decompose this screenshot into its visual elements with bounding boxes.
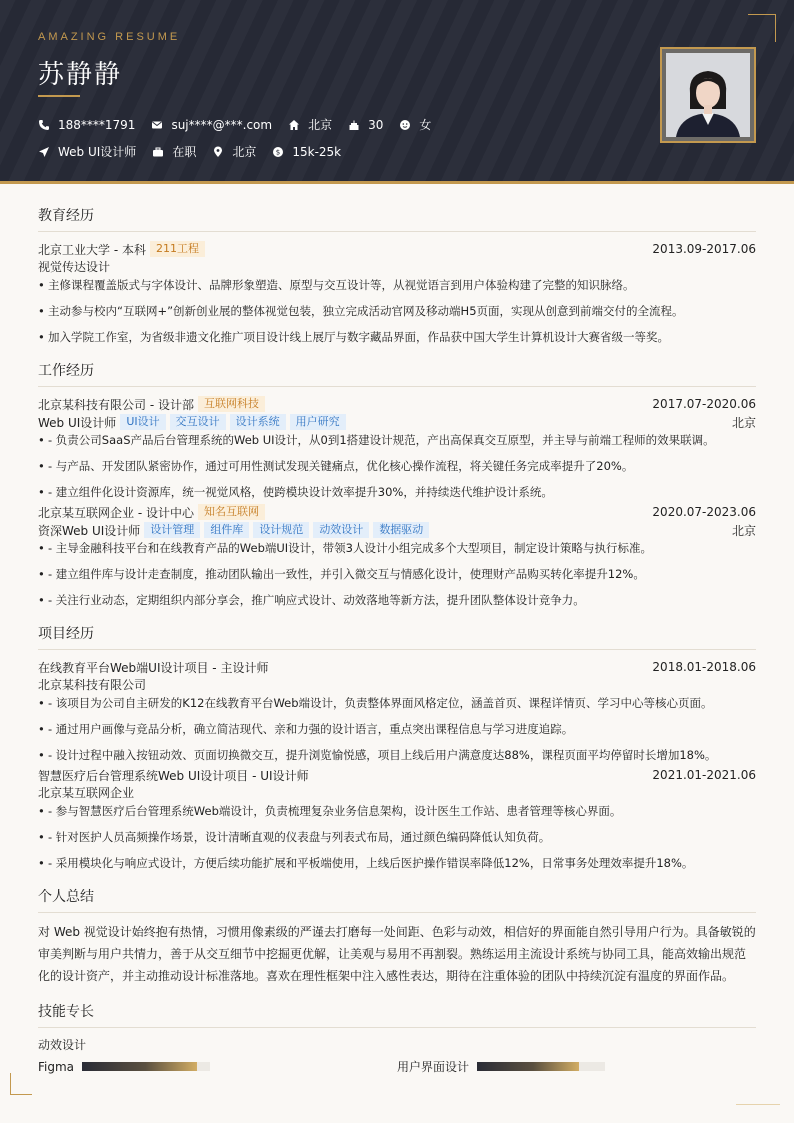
school-tag: 211工程 — [150, 241, 205, 257]
project-name: 智慧医疗后台管理系统Web UI设计项目 - UI设计师 — [38, 768, 309, 783]
list-item: • 加入学院工作室，为省级非遗文化推广项目设计线上展厅与数字藏品界面，作品获中国大学生计算机设计大赛省级一等奖。 — [38, 328, 756, 346]
job-role: Web UI设计师 — [38, 415, 117, 430]
location-item — [212, 143, 256, 160]
list-item: • - 与产品、开发团队紧密协作，通过可用性测试发现关键痛点，优化核心操作流程，将关键任务完成率提升了20%。 — [38, 457, 756, 475]
company-name: 北京某互联网企业 - 设计中心 — [38, 505, 194, 520]
phone-icon — [38, 119, 50, 131]
job-city: 北京 — [731, 415, 756, 430]
job-entry — [38, 395, 756, 501]
summary-section — [38, 886, 756, 987]
skill-item — [38, 1060, 397, 1074]
skill-tag: 设计规范 — [253, 522, 309, 538]
job-bullets — [38, 431, 756, 501]
skill-bar-fill — [477, 1062, 579, 1071]
company-name: 北京某科技有限公司 - 设计部 — [38, 397, 194, 412]
skill-category: 动效设计 — [38, 1038, 87, 1052]
skill-label: Figma — [38, 1059, 75, 1074]
education-section — [38, 205, 756, 346]
school-name: 北京工业大学 - 本科 — [38, 242, 146, 257]
mail-icon — [151, 119, 163, 131]
name-underline — [38, 95, 80, 97]
skill-bar — [477, 1062, 605, 1071]
company-tag: 互联网科技 — [198, 396, 265, 412]
tagline: AMAZING RESUME — [38, 31, 181, 43]
project-bullets — [38, 802, 756, 872]
project-entry — [38, 658, 756, 764]
skill-tag: UI设计 — [120, 414, 165, 430]
section-title: 教育经历 — [38, 205, 756, 232]
location-icon — [212, 146, 224, 158]
job-entry — [38, 503, 756, 609]
profile-photo-frame — [660, 47, 756, 143]
status-text: 在职 — [172, 145, 197, 159]
profile-photo — [666, 53, 750, 137]
skill-bar-fill — [82, 1062, 197, 1071]
location-text: 北京 — [232, 145, 257, 159]
avatar — [666, 53, 750, 137]
project-name: 在线教育平台Web端UI设计项目 - 主设计师 — [38, 660, 269, 675]
status-item — [152, 143, 196, 160]
job-intent-row — [38, 143, 357, 160]
salary-item — [272, 145, 341, 159]
decorative-line — [736, 1104, 780, 1105]
work-section — [38, 360, 756, 609]
contact-row — [38, 116, 447, 133]
job-bullets — [38, 539, 756, 609]
skill-label: 用户界面设计 — [397, 1060, 470, 1074]
skills-section — [38, 1001, 756, 1075]
skill-item — [397, 1058, 756, 1075]
list-item: • - 设计过程中融入按钮动效、页面切换微交互，提升浏览愉悦感，项目上线后用户满意度达88%，课程页面平均停留时长增加18%。 — [38, 746, 756, 764]
list-item: • - 针对医护人员高频操作场景，设计清晰直观的仪表盘与列表式布局，通过颜色编码降低认知负荷。 — [38, 828, 756, 846]
email-text: suj****@***.com — [171, 117, 273, 132]
money-icon — [272, 146, 284, 158]
phone-text: 188****1791 — [58, 117, 136, 132]
company-tag: 知名互联网 — [198, 504, 265, 520]
home-text: 北京 — [308, 118, 333, 132]
skill-tag: 交互设计 — [170, 414, 226, 430]
list-item: • - 通过用户画像与竞品分析，确立简洁现代、亲和力强的设计语言，重点突出课程信息与学习进度追踪。 — [38, 720, 756, 738]
skill-tag: 动效设计 — [313, 522, 369, 538]
list-item: • - 采用模块化与响应式设计，方便后续功能扩展和平板端使用，上线后医护操作错误率降低12%，日常事务处理效率提升18%。 — [38, 854, 756, 872]
corner-decoration — [748, 14, 776, 42]
skill-bar — [82, 1062, 210, 1071]
section-title: 技能专长 — [38, 1001, 756, 1028]
svg-text:$: $ — [276, 148, 281, 157]
section-title: 工作经历 — [38, 360, 756, 387]
gender-text: 女 — [419, 118, 432, 132]
send-icon — [38, 146, 50, 158]
list-item: • 主动参与校内“互联网+”创新创业展的整体视觉包装，独立完成活动官网及移动端H5页面，实现从创意到前端交付的全流程。 — [38, 302, 756, 320]
gender-item — [399, 116, 431, 133]
job-date: 2020.07-2023.06 — [652, 505, 756, 519]
resume-header — [0, 0, 794, 184]
briefcase-icon — [152, 146, 164, 158]
list-item: • - 参与智慧医疗后台管理系统Web端设计，负责梳理复杂业务信息架构，设计医生工作站、患者管理等核心界面。 — [38, 802, 756, 820]
age-item — [348, 118, 383, 132]
list-item: • - 该项目为公司自主研发的K12在线教育平台Web端设计，负责整体界面风格定位，涵盖首页、课程详情页、学习中心等核心页面。 — [38, 694, 756, 712]
list-item: • - 建立组件库与设计走查制度，推动团队输出一致性，并引入微交互与情感化设计，使理财产品购买转化率提升12%。 — [38, 565, 756, 583]
skill-tag: 组件库 — [204, 522, 249, 538]
section-title: 个人总结 — [38, 886, 756, 913]
home-item — [288, 116, 332, 133]
job-city: 北京 — [731, 523, 756, 538]
home-icon — [288, 119, 300, 131]
list-item: • - 建立组件化设计资源库，统一视觉风格，使跨模块设计效率提升30%，并持续迭代维护设计系统。 — [38, 483, 756, 501]
section-title: 项目经历 — [38, 623, 756, 650]
resume-content — [38, 205, 756, 1089]
candidate-name: 苏静静 — [38, 60, 123, 90]
major: 视觉传达设计 — [38, 260, 111, 274]
project-date: 2018.01-2018.06 — [652, 660, 756, 674]
phone-item — [38, 118, 135, 132]
salary-text: 15k-25k — [292, 144, 342, 159]
project-bullets — [38, 694, 756, 764]
education-date: 2013.09-2017.06 — [652, 242, 756, 256]
list-item: • - 关注行业动态，定期组织内部分享会，推广响应式设计、动效落地等新方法，提升团队整体设计竞争力。 — [38, 591, 756, 609]
project-entry — [38, 766, 756, 872]
age-text: 30 — [368, 117, 384, 132]
corner-decoration — [10, 1073, 32, 1095]
project-company: 北京某科技有限公司 — [38, 678, 147, 692]
position-item — [38, 143, 136, 160]
list-item: • - 负责公司SaaS产品后台管理系统的Web UI设计，从0到1搭建设计规范，产出高保真交互原型，并主导与前端工程师的效果联调。 — [38, 431, 756, 449]
project-section — [38, 623, 756, 872]
project-date: 2021.01-2021.06 — [652, 768, 756, 782]
cake-icon — [348, 119, 360, 131]
gender-icon — [399, 119, 411, 131]
list-item: • 主修课程覆盖版式与字体设计、品牌形象塑造、原型与交互设计等，从视觉语言到用户体验构建了完整的知识脉络。 — [38, 276, 756, 294]
summary-text: 对 Web 视觉设计始终抱有热情，习惯用像素级的严谨去打磨每一处间距、色彩与动效，相信好的界面能自然引导用户行为。具备敏锐的审美判断与用户共情力，善于从交互细节中挖掘更优解，让美观与易用不再割裂。熟练运用主流设计系统与协同工具，能高效输出规范化的设计资产，并主动推动设计标准落地。喜欢在理性框架中注入感性表达，期待在注重体验的团队中持续沉淀有温度的界面作品。 — [38, 925, 756, 983]
email-item — [151, 118, 272, 132]
skill-tag: 设计系统 — [230, 414, 286, 430]
skill-tag: 数据驱动 — [373, 522, 429, 538]
job-role: 资深Web UI设计师 — [38, 523, 141, 538]
skill-tag: 设计管理 — [144, 522, 200, 538]
job-date: 2017.07-2020.06 — [652, 397, 756, 411]
list-item: • - 主导金融科技平台和在线教育产品的Web端UI设计，带领3人设计小组完成多个大型项目，制定设计策略与执行标准。 — [38, 539, 756, 557]
position-text: Web UI设计师 — [58, 145, 137, 159]
project-company: 北京某互联网企业 — [38, 786, 135, 800]
skill-tag: 用户研究 — [290, 414, 346, 430]
education-bullets — [38, 276, 756, 346]
